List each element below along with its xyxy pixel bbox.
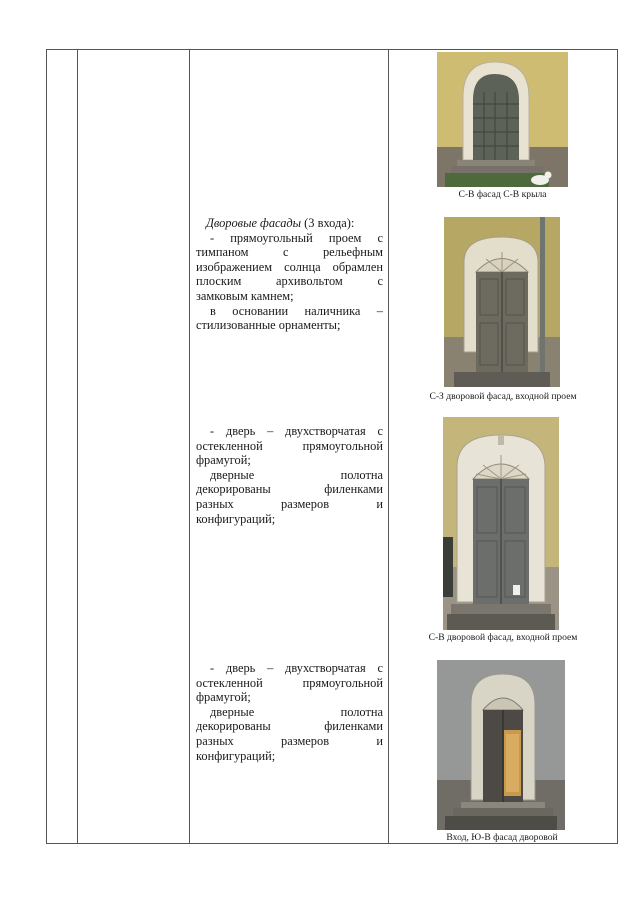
text-line: разных размеров и [196, 733, 383, 748]
photo-ne-courtyard-entrance [443, 417, 559, 630]
photo-nw-courtyard-entrance [444, 217, 560, 387]
table-col-divider-2 [189, 49, 190, 844]
photo-caption: С-В дворовой фасад, входной проем [428, 632, 578, 643]
text-line: фрамугой; [196, 690, 251, 705]
table-border-left [46, 49, 47, 844]
text-line: тимпаном с рельефным [196, 245, 383, 260]
description-block-2 [196, 424, 383, 526]
text-line: плоским архивольтом с [196, 274, 383, 289]
table-border-top [46, 49, 618, 50]
table-col-divider-3 [388, 49, 389, 844]
description-block-3 [196, 661, 383, 763]
courtyard-door-photo [443, 417, 559, 630]
table-col-divider-1 [77, 49, 78, 844]
photo-caption: Вход, Ю-В фасад дворовой [446, 832, 558, 843]
table-border-right [617, 49, 618, 844]
arched-door-photo [437, 52, 568, 187]
text-line: в основании наличника – [210, 303, 383, 318]
courtyard-door-photo [444, 217, 560, 387]
text-line: декорированы филенками [196, 482, 383, 497]
text-line: дверные полотна [210, 467, 383, 482]
text-line: изображением солнца обрамлен [196, 259, 383, 274]
table-border-bottom [46, 843, 618, 844]
photo-caption: С-З дворовой фасад, входной проем [429, 391, 577, 402]
section-heading-italic: Дворовые фасады [206, 216, 302, 230]
text-line: - дверь – двухстворчатая с [210, 424, 383, 438]
text-line: конфигураций; [196, 511, 276, 526]
text-line: конфигураций; [196, 748, 276, 763]
photo-caption: С-В фасад С-В крыла [458, 189, 547, 200]
section-heading [196, 216, 383, 231]
text-line: разных размеров и [196, 496, 383, 511]
courtyard-door-photo [437, 660, 565, 830]
text-line: фрамугой; [196, 453, 251, 468]
text-line: остекленной прямоугольной [196, 675, 383, 690]
photo-ne-facade-door [437, 52, 568, 187]
description-block-1 [196, 216, 383, 333]
photo-se-courtyard-entrance [437, 660, 565, 830]
text-line: декорированы филенками [196, 719, 383, 734]
text-line: замковым камнем; [196, 288, 294, 303]
text-line: - прямоугольный проем с [210, 230, 383, 245]
text-line: стилизованные орнаменты; [196, 318, 341, 333]
text-line: остекленной прямоугольной [196, 438, 383, 453]
text-line: дверные полотна [210, 704, 383, 719]
text-line: - дверь – двухстворчатая с [210, 661, 383, 675]
section-heading-rest: (3 входа): [301, 216, 355, 230]
